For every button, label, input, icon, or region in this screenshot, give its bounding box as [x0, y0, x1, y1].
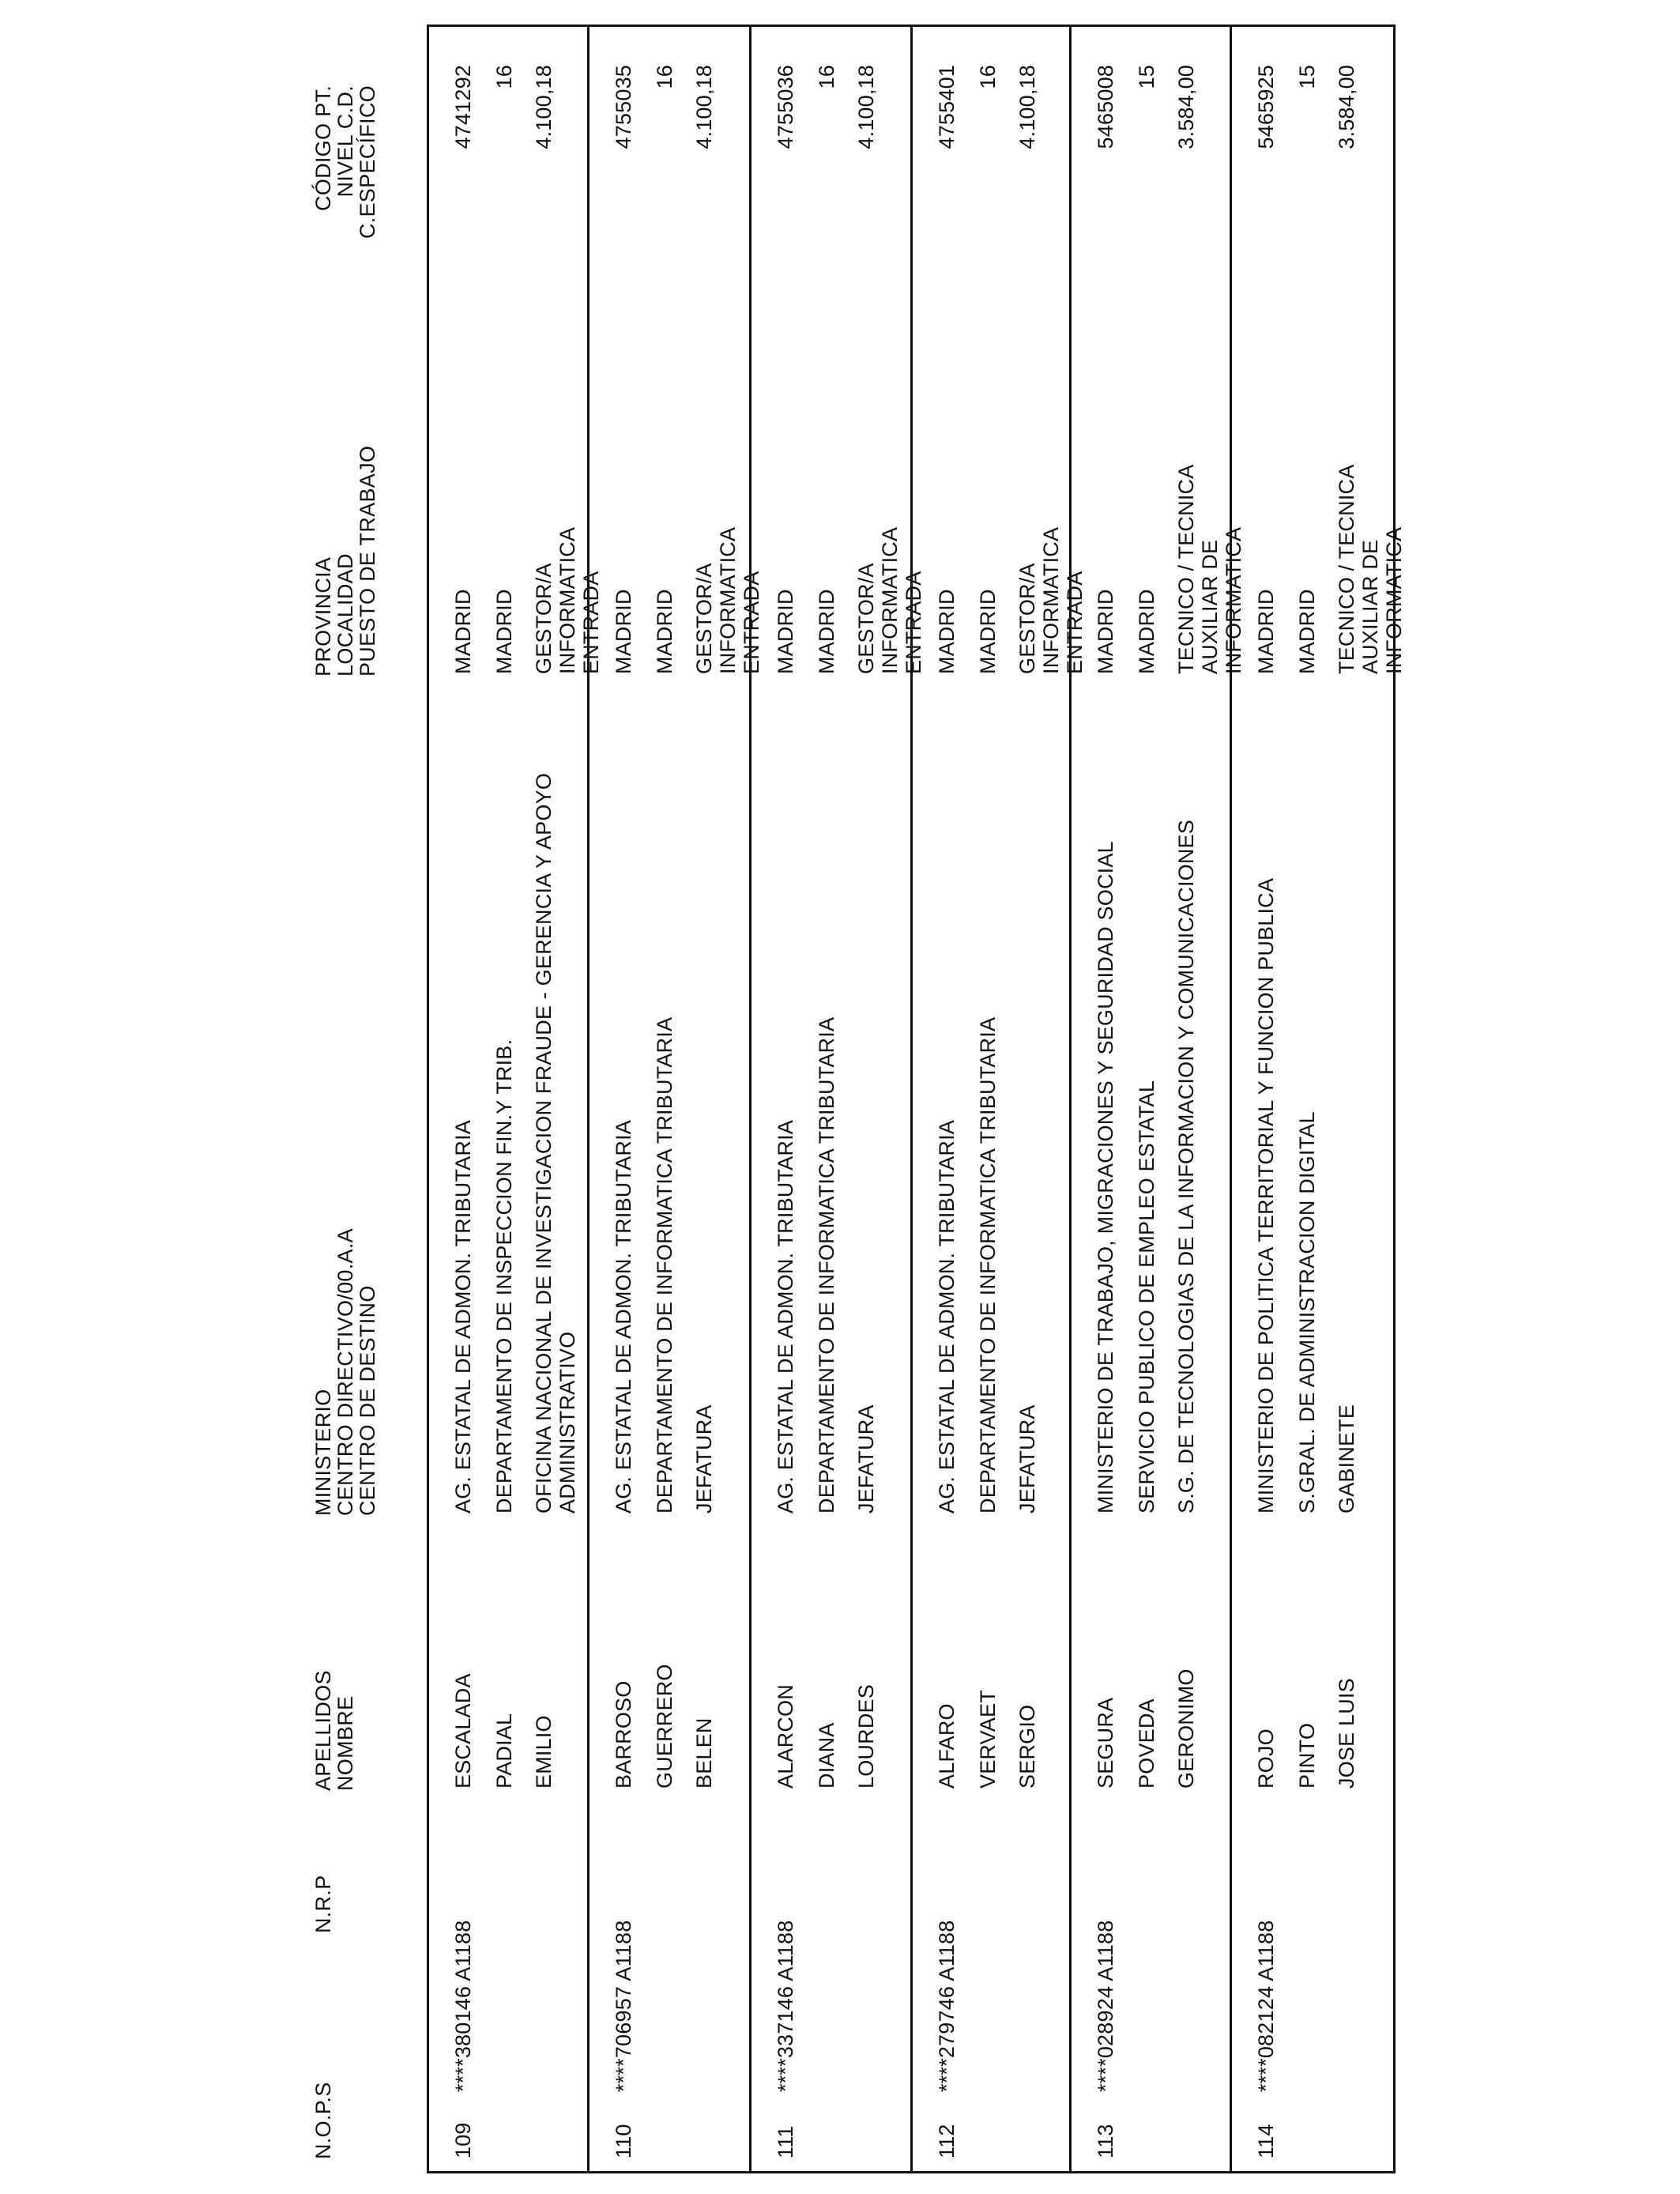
header-ministerio	[312, 1228, 379, 1516]
record-localidad: MADRID	[653, 589, 676, 674]
table-row	[1069, 27, 1245, 2171]
record-apellido1: ESCALADA	[451, 1673, 475, 1789]
record-nrp: ****082124 A1188	[1254, 1920, 1278, 2092]
record-provincia: MADRID	[774, 589, 797, 674]
record-puesto: GESTOR/A INFORMATICA ENTRADA	[692, 528, 763, 674]
record-localidad: MADRID	[1135, 589, 1158, 674]
record-apellido2: PINTO	[1295, 1722, 1319, 1789]
record-codigo: 4755036	[774, 65, 797, 149]
record-especifico: 3.584,00	[1174, 65, 1198, 149]
record-codigo: 4755401	[935, 65, 959, 149]
record-nombre: LOURDES	[854, 1684, 878, 1789]
record-ministerio: AG. ESTATAL DE ADMON. TRIBUTARIA	[774, 1120, 797, 1514]
record-nombre: SERGIO	[1015, 1704, 1039, 1789]
record-puesto: GESTOR/A INFORMATICA ENTRADA	[854, 528, 925, 674]
header-codigo-label: CÓDIGO PT.	[311, 85, 335, 212]
record-nombre: EMILIO	[532, 1715, 556, 1789]
record-especifico: 4.100,18	[854, 65, 878, 149]
record-nrp: ****706957 A1188	[612, 1920, 635, 2092]
record-provincia: MADRID	[1094, 589, 1117, 674]
record-nivel: 15	[1295, 65, 1319, 89]
record-localidad: MADRID	[492, 589, 516, 674]
record-nops: 110	[612, 2124, 635, 2158]
records-table	[427, 25, 1406, 2173]
header-especifico-label: C.ESPECÍFICO	[356, 85, 379, 239]
record-especifico: 3.584,00	[1335, 65, 1358, 149]
record-provincia: MADRID	[1254, 589, 1278, 674]
record-especifico: 4.100,18	[532, 65, 556, 149]
header-apellidos-label: APELLIDOS	[311, 1670, 335, 1791]
record-nops: 113	[1094, 2124, 1117, 2158]
record-centro-destino: JEFATURA	[692, 1404, 716, 1514]
record-apellido2: PADIAL	[492, 1713, 516, 1789]
record-apellido2: VERVAET	[976, 1690, 1000, 1789]
record-puesto: TECNICO / TECNICA AUXILIAR DE INFORMATICA	[1174, 466, 1245, 674]
record-centro-destino: JEFATURA	[1015, 1404, 1039, 1514]
record-nops: 114	[1254, 2124, 1278, 2158]
record-nivel: 16	[653, 65, 676, 89]
record-ministerio: AG. ESTATAL DE ADMON. TRIBUTARIA	[612, 1120, 635, 1514]
header-localidad-label: LOCALIDAD	[333, 553, 357, 677]
record-nops: 109	[451, 2122, 475, 2158]
record-localidad: MADRID	[976, 589, 1000, 674]
header-apellidos-nombre	[312, 1670, 356, 1791]
record-apellido2: POVEDA	[1135, 1698, 1158, 1789]
record-nombre: GERONIMO	[1174, 1668, 1198, 1789]
header-nivel-label: NIVEL C.D.	[333, 85, 357, 198]
record-provincia: MADRID	[935, 589, 959, 674]
header-provincia	[312, 446, 379, 677]
table-row	[749, 27, 925, 2171]
record-nivel: 16	[976, 65, 1000, 89]
header-nrp-label: N.R.P	[311, 1875, 335, 1933]
header-provincia-label: PROVINCIA	[311, 556, 335, 677]
record-centro-directivo: DEPARTAMENTO DE INFORMATICA TRIBUTARIA	[976, 1016, 1000, 1514]
table-row	[1230, 27, 1406, 2171]
record-centro-destino: OFICINA NACIONAL DE INVESTIGACION FRAUDE - GERENCIA Y APOYO ADMINISTRATIVO	[532, 773, 579, 1514]
record-centro-destino: S.G. DE TECNOLOGIAS DE LA INFORMACION Y COMUNICACIONES	[1174, 820, 1198, 1514]
record-apellido1: SEGURA	[1094, 1697, 1117, 1789]
record-apellido1: BARROSO	[612, 1680, 635, 1789]
record-ministerio: AG. ESTATAL DE ADMON. TRIBUTARIA	[451, 1120, 475, 1514]
header-centro-destino-label: CENTRO DE DESTINO	[356, 1285, 379, 1516]
record-codigo: 5465925	[1254, 65, 1278, 149]
record-nrp: ****028924 A1188	[1094, 1920, 1117, 2092]
record-centro-directivo: DEPARTAMENTO DE INSPECCION FIN.Y TRIB.	[492, 1039, 516, 1514]
record-apellido2: GUERRERO	[653, 1664, 676, 1789]
header-nrp	[312, 1875, 334, 1933]
header-ministerio-label: MINISTERIO	[311, 1389, 335, 1516]
table-row	[587, 27, 763, 2171]
record-nivel: 15	[1135, 65, 1158, 89]
header-nops-label: N.O.P.S	[311, 2082, 335, 2159]
record-centro-destino: JEFATURA	[854, 1404, 878, 1514]
record-nombre: JOSE LUIS	[1335, 1678, 1358, 1789]
record-apellido2: DIANA	[815, 1722, 838, 1789]
record-provincia: MADRID	[451, 589, 475, 674]
header-puesto-label: PUESTO DE TRABAJO	[356, 445, 379, 677]
record-apellido1: ROJO	[1254, 1728, 1278, 1789]
table-row	[429, 27, 603, 2171]
record-apellido1: ALFARO	[935, 1703, 959, 1789]
record-nrp: ****279746 A1188	[935, 1920, 959, 2092]
header-centro-directivo-label: CENTRO DIRECTIVO/00.A.A	[333, 1228, 357, 1516]
record-centro-directivo: S.GRAL. DE ADMINISTRACION DIGITAL	[1295, 1111, 1319, 1514]
table-row	[910, 27, 1087, 2171]
record-centro-directivo: DEPARTAMENTO DE INFORMATICA TRIBUTARIA	[653, 1016, 676, 1514]
header-codigo	[312, 85, 379, 239]
record-nops: 111	[774, 2125, 797, 2158]
record-puesto: GESTOR/A INFORMATICA ENTRADA	[1015, 528, 1087, 674]
record-nrp: ****337146 A1188	[774, 1920, 797, 2092]
header-nops	[312, 2082, 334, 2159]
record-especifico: 4.100,18	[692, 65, 716, 149]
record-localidad: MADRID	[815, 589, 838, 674]
record-nombre: BELEN	[692, 1717, 716, 1789]
record-nrp: ****380146 A1188	[451, 1920, 475, 2092]
record-localidad: MADRID	[1295, 589, 1319, 674]
record-nops: 112	[935, 2124, 959, 2158]
record-centro-directivo: SERVICIO PUBLICO DE EMPLEO ESTATAL	[1135, 1080, 1158, 1514]
record-codigo: 4755035	[612, 65, 635, 149]
record-codigo: 5465008	[1094, 65, 1117, 149]
record-nivel: 16	[815, 65, 838, 89]
record-puesto: TECNICO / TECNICA AUXILIAR DE INFORMATICA	[1335, 466, 1406, 674]
record-ministerio: MINISTERIO DE POLITICA TERRITORIAL Y FUNCION PUBLICA	[1254, 877, 1278, 1514]
record-apellido1: ALARCON	[774, 1684, 797, 1789]
record-centro-directivo: DEPARTAMENTO DE INFORMATICA TRIBUTARIA	[815, 1016, 838, 1514]
record-codigo: 4741292	[451, 65, 475, 149]
record-especifico: 4.100,18	[1015, 65, 1039, 149]
record-puesto: GESTOR/A INFORMATICA ENTRADA	[532, 528, 603, 674]
record-provincia: MADRID	[612, 589, 635, 674]
record-centro-destino: GABINETE	[1335, 1404, 1358, 1514]
header-nombre-label: NOMBRE	[333, 1695, 357, 1791]
record-nivel: 16	[492, 65, 516, 89]
record-ministerio: MINISTERIO DE TRABAJO, MIGRACIONES Y SEGURIDAD SOCIAL	[1094, 841, 1117, 1514]
record-ministerio: AG. ESTATAL DE ADMON. TRIBUTARIA	[935, 1120, 959, 1514]
